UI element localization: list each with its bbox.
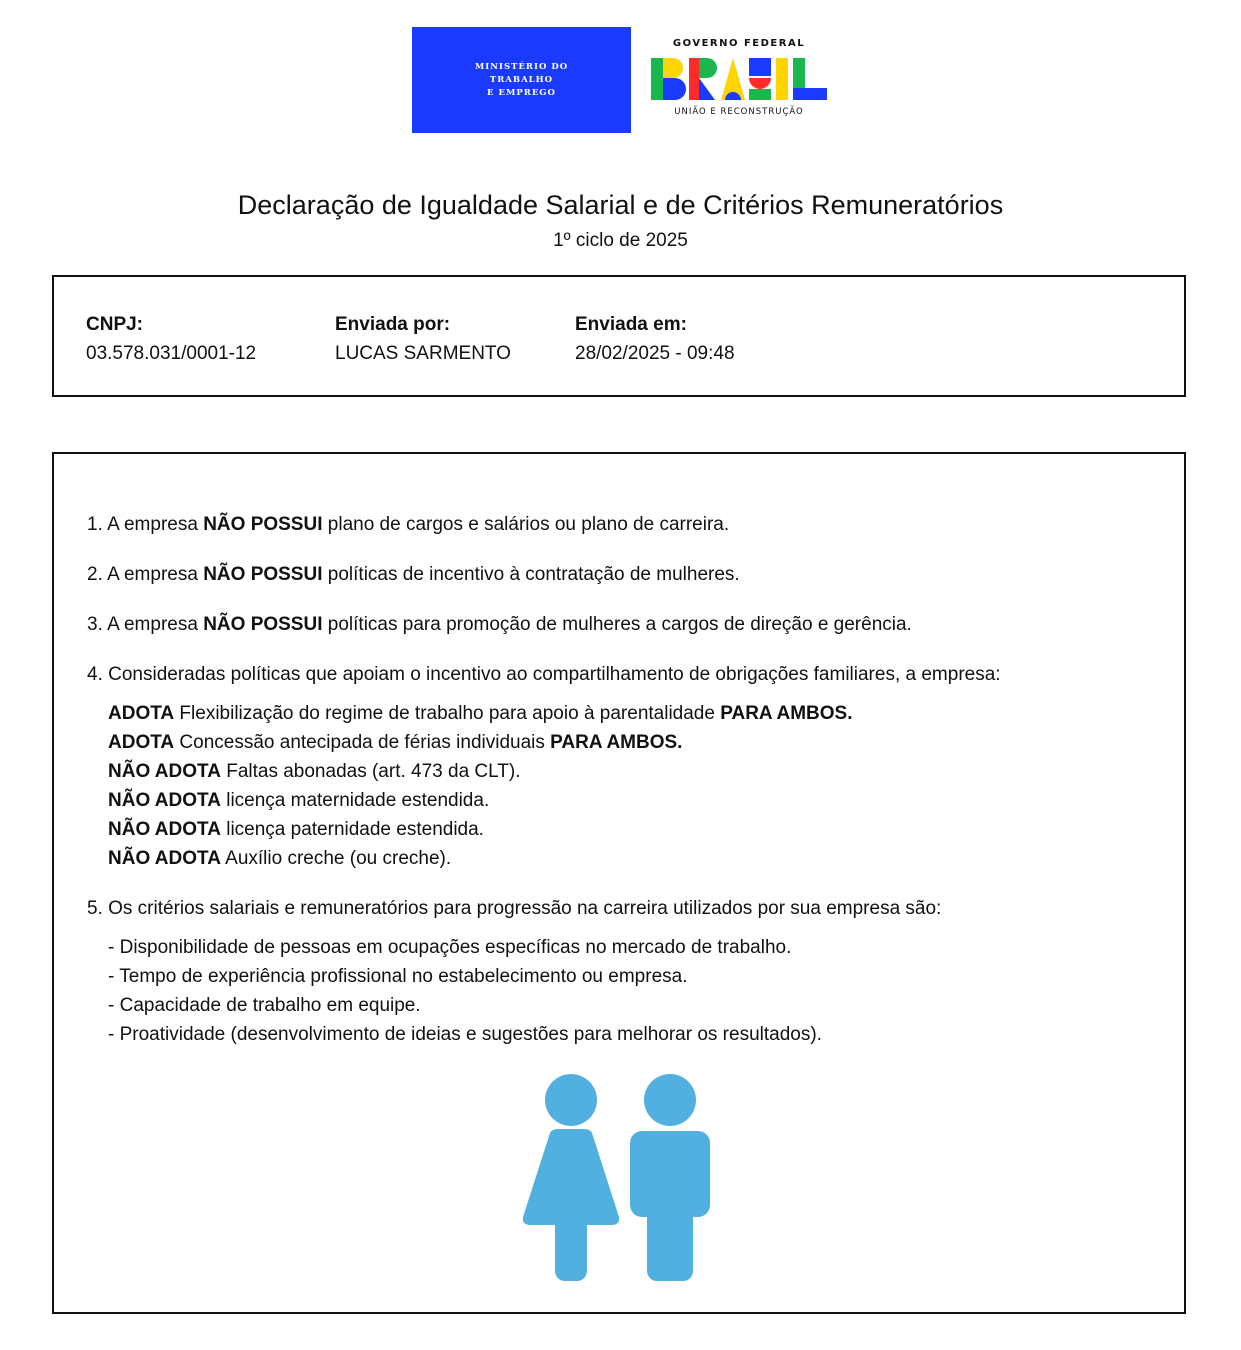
item-status: NÃO POSSUI <box>203 614 323 635</box>
brasil-logo-icon <box>651 55 829 103</box>
item-text: 5. Os critérios salariais e remuneratórios para progressão na carreira utilizados por sua empresa são: <box>87 898 942 919</box>
policy-row <box>108 699 1167 728</box>
criteria-list <box>87 933 1167 1049</box>
cnpj-field <box>86 314 256 365</box>
gov-logo-top-text: GOVERNO FEDERAL <box>672 38 806 49</box>
item-text: políticas de incentivo à contratação de mulheres. <box>322 564 740 585</box>
policy-status: NÃO ADOTA <box>108 761 221 782</box>
item-text: políticas para promoção de mulheres a cargos de direção e gerência. <box>322 614 912 635</box>
item-text: 1. A empresa <box>87 514 204 535</box>
policy-text: Concessão antecipada de férias individuais <box>174 732 551 753</box>
declaration-content <box>87 510 1167 1070</box>
policy-text: Faltas abonadas (art. 473 da CLT). <box>220 761 521 782</box>
page-title: Declaração de Igualdade Salarial e de Critérios Remuneratórios <box>237 190 1004 220</box>
item-status: NÃO POSSUI <box>203 564 323 585</box>
item-status: NÃO POSSUI <box>203 514 323 535</box>
cnpj-label: CNPJ: <box>86 314 144 335</box>
gov-federal-logo <box>651 38 831 123</box>
sent-by-value: LUCAS SARMENTO <box>335 343 511 364</box>
item-text: 3. A empresa <box>87 614 204 635</box>
sent-at-value: 28/02/2025 - 09:48 <box>575 343 735 364</box>
policy-text: licença paternidade estendida. <box>220 819 484 840</box>
people-icon <box>520 1073 720 1285</box>
policy-row <box>108 815 1167 844</box>
policy-suffix: PARA AMBOS. <box>550 732 683 753</box>
policy-status: NÃO ADOTA <box>108 790 221 811</box>
man-icon <box>630 1074 710 1281</box>
gov-logo-bottom-text: UNIÃO E RECONSTRUÇÃO <box>674 107 804 117</box>
cnpj-value: 03.578.031/0001-12 <box>86 343 257 364</box>
page-subtitle: 1º ciclo de 2025 <box>553 230 688 251</box>
policy-text: Flexibilização do regime de trabalho para apoio à parentalidade <box>174 703 721 724</box>
policy-text: licença maternidade estendida. <box>220 790 490 811</box>
policy-status: NÃO ADOTA <box>108 819 221 840</box>
declaration-item-2 <box>87 560 1167 589</box>
policy-suffix: PARA AMBOS. <box>720 703 853 724</box>
policy-text: Auxílio creche (ou creche). <box>220 848 452 869</box>
ministry-logo-line: TRABALHO <box>489 74 554 85</box>
sent-at-field <box>575 314 735 365</box>
criteria-row: - Disponibilidade de pessoas em ocupações específicas no mercado de trabalho. <box>108 937 792 958</box>
policy-status: ADOTA <box>108 732 175 753</box>
item-text: 2. A empresa <box>87 564 204 585</box>
criteria-row: - Capacidade de trabalho em equipe. <box>108 995 421 1016</box>
ministry-logo <box>412 27 631 133</box>
policy-status: ADOTA <box>108 703 175 724</box>
sent-at-label: Enviada em: <box>575 314 687 335</box>
declaration-item-1 <box>87 510 1167 539</box>
policy-list <box>87 699 1167 873</box>
ministry-logo-line: MINISTÉRIO DO <box>474 61 569 72</box>
declaration-item-5 <box>87 894 1167 1049</box>
sent-by-field <box>335 314 511 365</box>
policy-row <box>108 757 1167 786</box>
ministry-logo-line: E EMPREGO <box>487 87 556 98</box>
criteria-row: - Tempo de experiência profissional no estabelecimento ou empresa. <box>108 966 688 987</box>
woman-icon <box>523 1074 619 1281</box>
declaration-item-4 <box>87 660 1167 873</box>
criteria-row: - Proatividade (desenvolvimento de ideias e sugestões para melhorar os resultados). <box>108 1024 822 1045</box>
item-text: plano de cargos e salários ou plano de carreira. <box>322 514 730 535</box>
item-text: 4. Consideradas políticas que apoiam o incentivo ao compartilhamento de obrigações familiares, a empresa: <box>87 664 1001 685</box>
sent-by-label: Enviada por: <box>335 314 451 335</box>
policy-row <box>108 786 1167 815</box>
policy-row <box>108 844 1167 873</box>
policy-status: NÃO ADOTA <box>108 848 221 869</box>
declaration-item-3 <box>87 610 1167 639</box>
info-box <box>52 275 1186 397</box>
policy-row <box>108 728 1167 757</box>
